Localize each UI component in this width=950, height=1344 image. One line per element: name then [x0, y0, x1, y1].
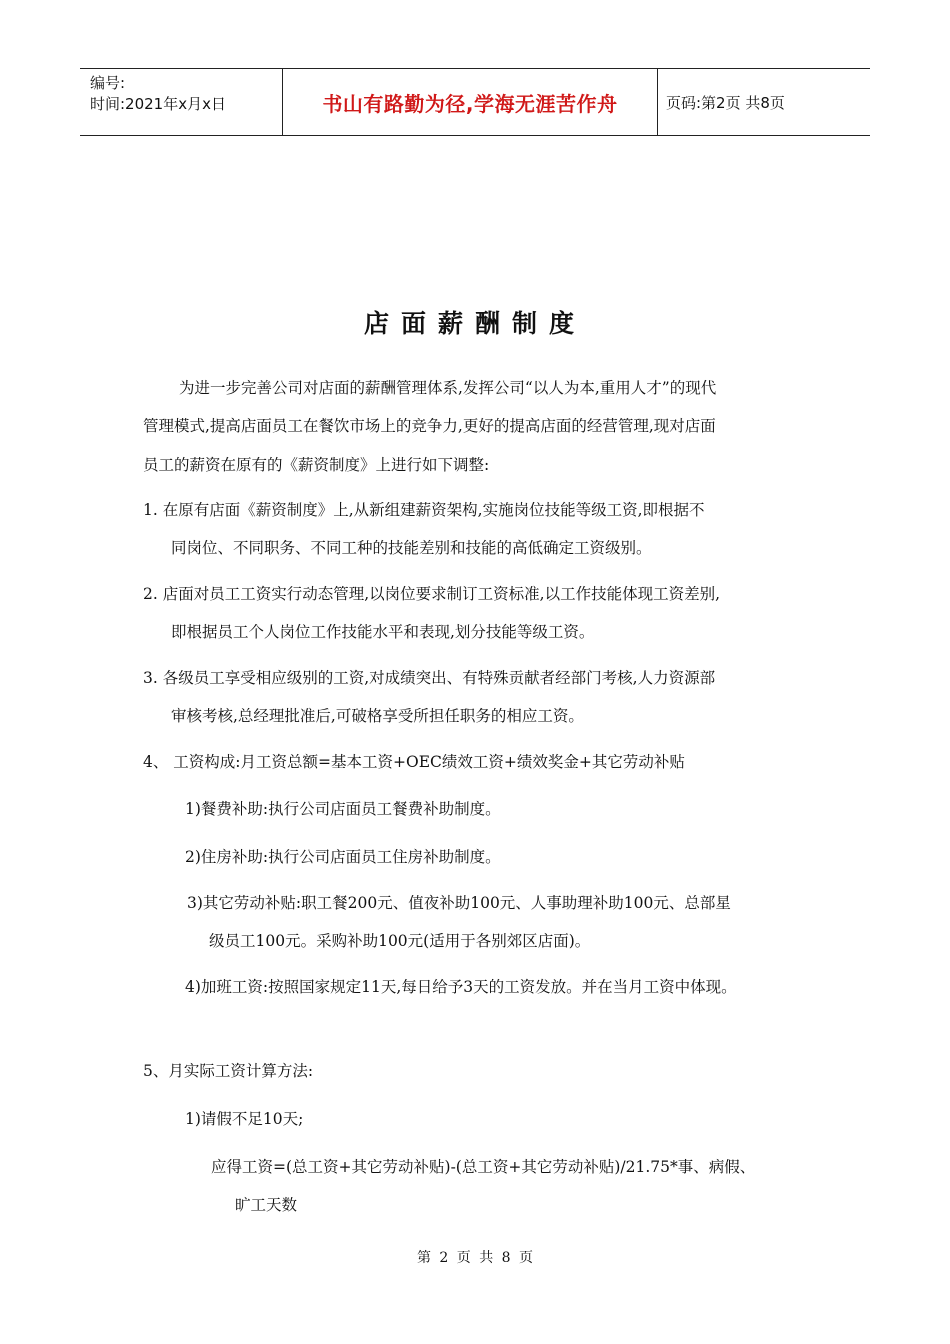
list-item-line: 1. 在原有店面《薪资制度》上,从新组建薪资架构,实施岗位技能等级工资,即根据不 — [143, 501, 705, 519]
sub-item-line: 1)请假不足10天; — [185, 1110, 304, 1128]
header-page-label: 页码:第2页 共8页 — [666, 93, 785, 112]
paragraph-line: 为进一步完善公司对店面的薪酬管理体系,发挥公司“以人为本,重用人才”的现代 — [179, 379, 717, 397]
sub-item-line: 3)其它劳动补贴:职工餐200元、值夜补助100元、人事助理补助100元、总部星 — [187, 894, 731, 912]
header-meta-cell — [80, 69, 282, 135]
paragraph-line: 员工的薪资在原有的《薪资制度》上进行如下调整: — [143, 456, 490, 474]
sub-item-line: 1)餐费补助:执行公司店面员工餐费补助制度。 — [185, 800, 501, 818]
list-item-line: 审核考核,总经理批准后,可破格享受所担任职务的相应工资。 — [171, 707, 584, 725]
document-title: 店面薪酬制度 — [363, 309, 586, 338]
page-footer: 第 2 页 共 8 页 — [416, 1250, 534, 1266]
list-item-line: 同岗位、不同职务、不同工种的技能差别和技能的高低确定工资级别。 — [171, 539, 652, 557]
paragraph-line: 管理模式,提高店面员工在餐饮市场上的竞争力,更好的提高店面的经营管理,现对店面 — [143, 417, 716, 435]
sub-item-line: 2)住房补助:执行公司店面员工住房补助制度。 — [185, 848, 501, 866]
section-heading-line: 5、月实际工资计算方法: — [143, 1062, 314, 1080]
formula-line: 应得工资=(总工资+其它劳动补贴)-(总工资+其它劳动补贴)/21.75*事、病假、 — [211, 1158, 756, 1176]
list-item-line: 4、 工资构成:月工资总额=基本工资+OEC绩效工资+绩效奖金+其它劳动补贴 — [143, 753, 685, 771]
sub-item-line: 4)加班工资:按照国家规定11天,每日给予3天的工资发放。并在当月工资中体现。 — [185, 978, 737, 996]
list-item-line: 2. 店面对员工工资实行动态管理,以岗位要求制订工资标准,以工作技能体现工资差别, — [143, 585, 720, 603]
document-time-label: 时间:2021年x月x日 — [90, 95, 226, 113]
list-item-line: 3. 各级员工享受相应级别的工资,对成绩突出、有特殊贡献者经部门考核,人力资源部 — [143, 669, 716, 687]
header-motto: 书山有路勤为径,学海无涯苦作舟 — [282, 69, 658, 135]
document-number-label: 编号: — [90, 74, 126, 92]
page-header — [80, 68, 870, 136]
list-item-line: 即根据员工个人岗位工作技能水平和表现,划分技能等级工资。 — [171, 623, 595, 641]
sub-item-line: 级员工100元。采购补助100元(适用于各别郊区店面)。 — [209, 932, 591, 950]
formula-line: 旷工天数 — [235, 1196, 298, 1214]
